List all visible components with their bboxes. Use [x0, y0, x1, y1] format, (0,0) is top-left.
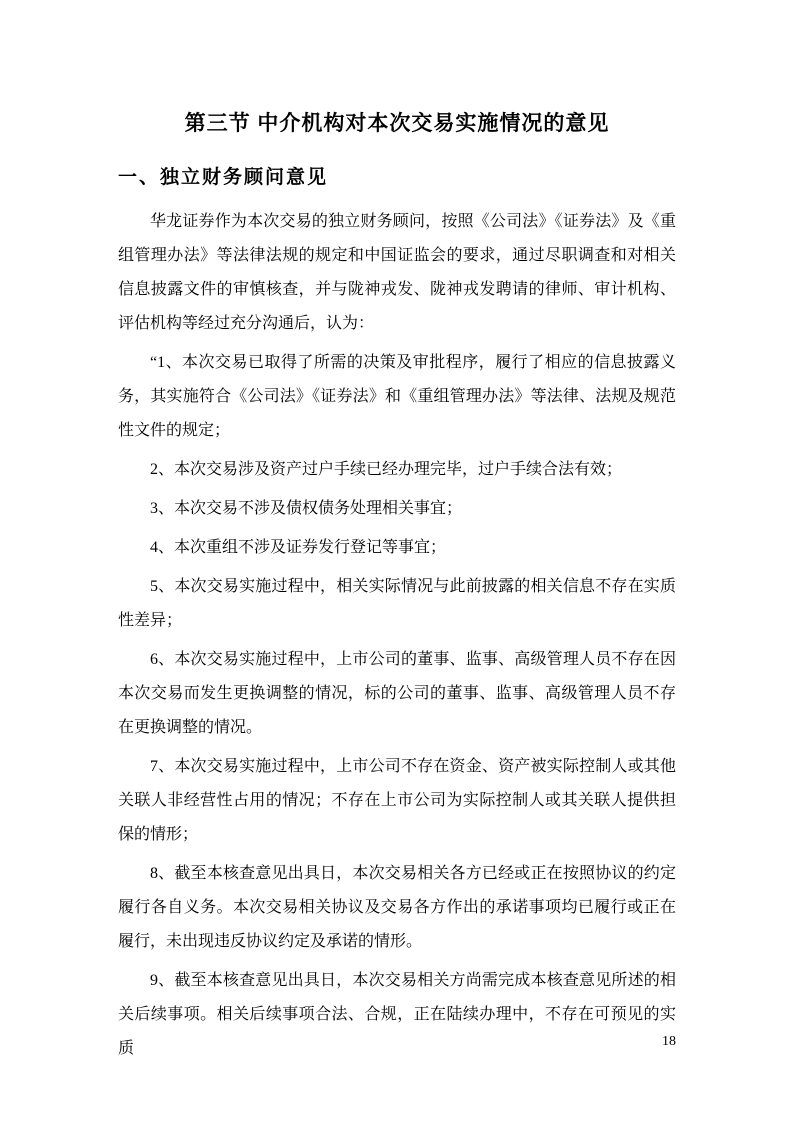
body-paragraph-item-6: 6、本次交易实施过程中，上市公司的董事、监事、高级管理人员不存在因本次交易而发生更换调整的情况，标的公司的董事、监事、高级管理人员不存在更换调整的情况。 — [118, 651, 676, 736]
body-paragraph-intro: 华龙证券作为本次交易的独立财务顾问，按照《公司法》《证券法》及《重组管理办法》等法律法规的规定和中国证监会的要求，通过尽职调查和对相关信息披露文件的审慎核查，并与陇神戎发、陇神戎发聘请的律师、审计机构、评估机构等经过充分沟通后，认为： — [118, 213, 676, 332]
document-body — [118, 205, 676, 1066]
body-paragraph-item-8: 8、截至本核查意见出具日，本次交易相关各方已经或正在按照协议的约定履行各自义务。本次交易相关协议及交易各方作出的承诺事项均已履行或正在履行，未出现违反协议约定及承诺的情形。 — [118, 865, 676, 950]
body-paragraph-item-7: 7、本次交易实施过程中，上市公司不存在资金、资产被实际控制人或其他关联人非经营性占用的情况；不存在上市公司为实际控制人或其关联人提供担保的情形； — [118, 758, 676, 843]
page-number: 18 — [662, 1034, 676, 1049]
body-paragraph-item-2: 2、本次交易涉及资产过户手续已经办理完毕，过户手续合法有效； — [150, 461, 623, 478]
body-paragraph-item-9: 9、截至本核查意见出具日，本次交易相关方尚需完成本核查意见所述的相关后续事项。相关后续事项合法、合规，正在陆续办理中，不存在可预见的实质 — [118, 972, 676, 1057]
body-paragraph-item-1: “1、本次交易已取得了所需的决策及审批程序，履行了相应的信息披露义务，其实施符合《公司法》《证券法》和《重组管理办法》等法律、法规及规范性文件的规定； — [118, 354, 676, 439]
chapter-title: 第三节 中介机构对本次交易实施情况的意见 — [184, 112, 610, 135]
section-heading: 一、独立财务顾问意见 — [118, 167, 329, 188]
document-content — [118, 110, 676, 1071]
body-paragraph-item-5: 5、本次交易实施过程中，相关实际情况与此前披露的相关信息不存在实质性差异； — [118, 578, 676, 629]
body-paragraph-item-4: 4、本次重组不涉及证券发行登记等事宜； — [150, 539, 447, 556]
body-paragraph-item-3: 3、本次交易不涉及债权债务处理相关事宜； — [150, 500, 463, 517]
